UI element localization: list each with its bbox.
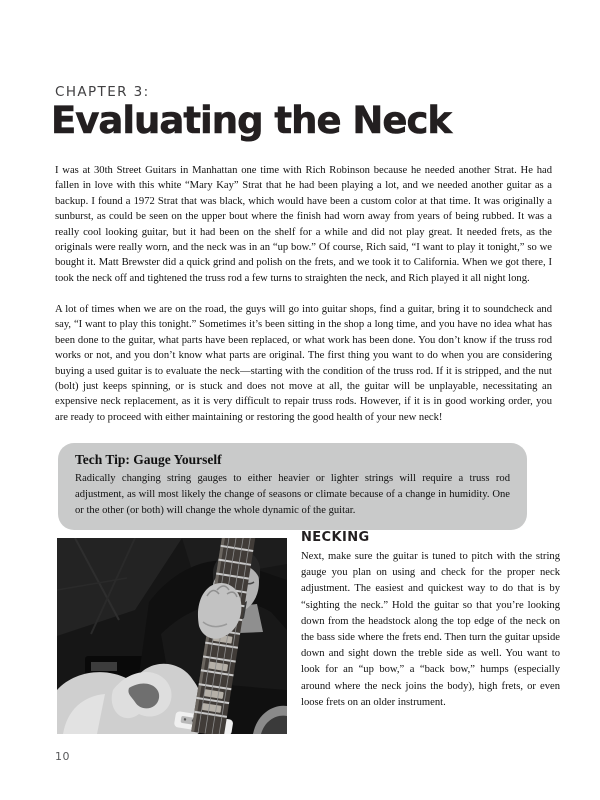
guitar-neck-sighting-photo (57, 538, 287, 734)
necking-section (301, 530, 560, 711)
chapter-kicker: CHAPTER 3: (55, 84, 150, 100)
page-number: 10 (55, 750, 70, 763)
intro-paragraph-2: A lot of times when we are on the road, the guys will go into guitar shops, find a guitar, bring it to soundcheck and say, “I want to play this tonight.” Sometimes it’s been sitting in the shop a long time, and you have no idea what has been done to the guitar, what parts have been replaced, or what work has been done. You don’t know if the truss rod works or not, and you don’t know what parts are original. The first thing you want to do when you are considering buying a used guitar is to evaluate the neck—starting with the condition of the truss rod. If it is stripped, and the nut (bolt) just keeps spinning, or is stuck and does not move at all, the guitar will be unplayable, necessitating an expensive neck replacement, as it is very difficult to repair truss rods. However, if it is in good working order, you are ready to proceed with either maintaining or restoring the good health of your new neck! (55, 304, 552, 423)
tech-tip-title: Tech Tip: Gauge Yourself (75, 452, 222, 467)
guitar-photo-illustration (57, 538, 287, 734)
tech-tip-body: Radically changing string gauges to either heavier or lighter strings will require a truss rod adjustment, as will most likely the change of seasons or climate because of a change in humidity. One or the other (or both) will change the whole dynamic of the guitar. (75, 473, 510, 516)
necking-heading: NECKING (301, 530, 370, 545)
necking-body: Next, make sure the guitar is tuned to pitch with the string gauge you plan on using and check for the proper neck adjustment. The easiest and quickest way to do that is by “sighting the neck.” Hold the guitar so that you’re looking down from the headstock along the top edge of the neck on the bass side where the frets end. Then turn the guitar upside down and sight down the treble side as well. You want to look for an “up bow,” a “back bow,” humps (especially around where the neck joins the body), high frets, or even loose frets on an older instrument. (301, 551, 560, 708)
tech-tip-box (58, 443, 527, 530)
chapter-title: Evaluating the Neck (51, 99, 452, 142)
intro-paragraph-1: I was at 30th Street Guitars in Manhattan one time with Rich Robinson because he needed another Strat. He had fallen in love with this white “Mary Kay” Strat that he had been playing a lot, and we needed another guitar as a backup. I found a 1972 Strat that was black, which would have been a custom color at that time. It was originally a sunburst, as could be seen on the upper bout where the finish had worn away from years of being rubbed. It was a really cool looking guitar, but it had been on the shelf for a while and did not play great. It needed frets, as the originals were really worn, and the neck was in an “up bow.” Of course, Rich said, “I want to play it tonight,” so we bought it. Matt Brewster did a quick grind and polish on the frets, and we took it to California. When we got there, I took the neck off and tightened the truss rod a few turns to straighten the neck, and Rich played it all night long. (55, 165, 552, 284)
